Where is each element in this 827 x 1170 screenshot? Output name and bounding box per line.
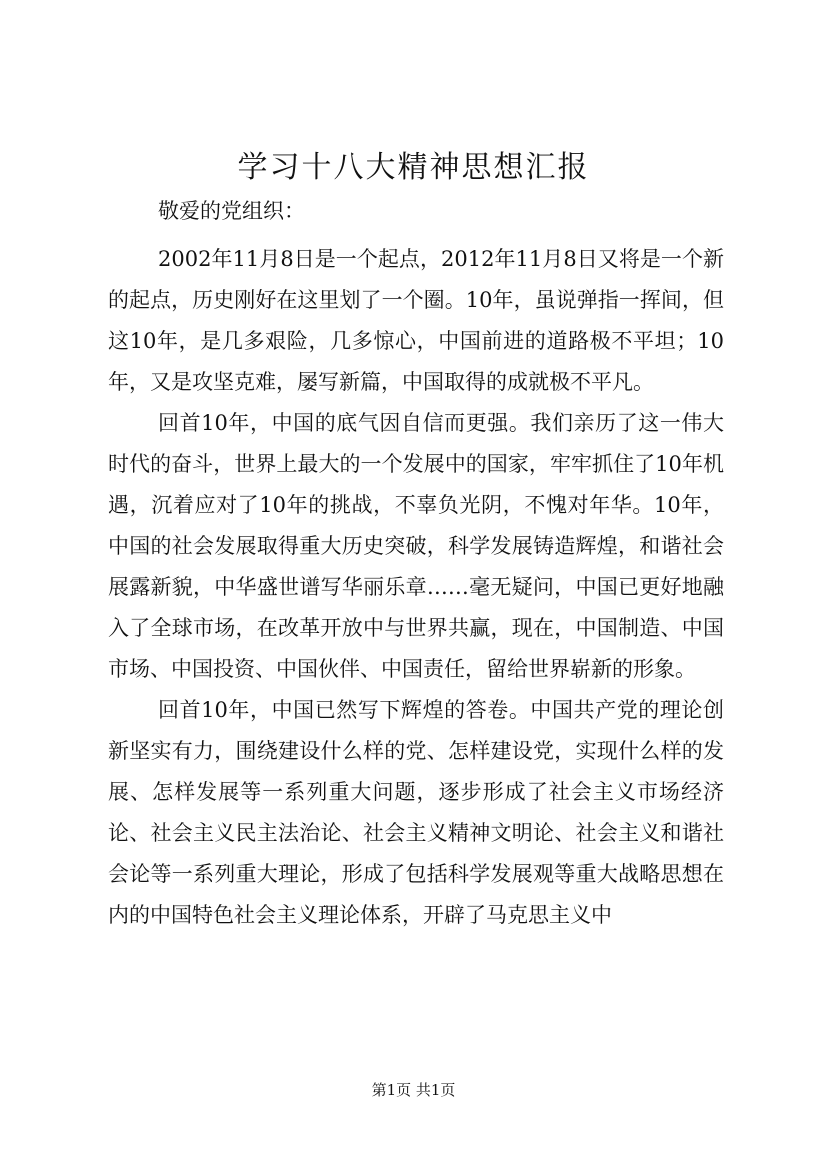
paragraph-3: 回首10年，中国已然写下辉煌的答卷。中国共产党的理论创新坚实有力，围绕建设什么样的党、怎样建设党，实现什么样的发展、怎样发展等一系列重大问题，逐步形成了社会主义市场经济论、社会主义民主法治论、社会主义精神文明论、社会主义和谐社会论等一系列重大理论，形成了包括科学发展观等重大战略思想在内的中国特色社会主义理论体系，开辟了马克思主义中 [108, 698, 724, 927]
document-body [108, 239, 724, 936]
salutation: 敬爱的党组织： [158, 199, 305, 223]
paragraph-1: 2002年11月8日是一个起点，2012年11月8日又将是一个新的起点，历史刚好在这里划了一个圈。10年，虽说弹指一挥间，但这10年，是几多艰险，几多惊心，中国前进的道路极不平坦；10年，又是攻坚克难，屡写新篇，中国取得的成就极不平凡。 [108, 247, 724, 394]
document-title: 学习十八大精神思想汇报 [237, 150, 590, 185]
paragraph-2: 回首10年，中国的底气因自信而更强。我们亲历了这一伟大时代的奋斗，世界上最大的一个发展中的国家，牢牢抓住了10年机遇，沉着应对了10年的挑战，不辜负光阴，不愧对年华。10年，中国的社会发展取得重大历史突破，科学发展铸造辉煌，和谐社会展露新貌，中华盛世谱写华丽乐章……毫无疑问，中国已更好地融入了全球市场，在改革开放中与世界共赢，现在，中国制造、中国市场、中国投资、中国伙伴、中国责任，留给世界崭新的形象。 [108, 411, 724, 681]
page-footer: 第1页 共1页 [371, 1081, 456, 1099]
